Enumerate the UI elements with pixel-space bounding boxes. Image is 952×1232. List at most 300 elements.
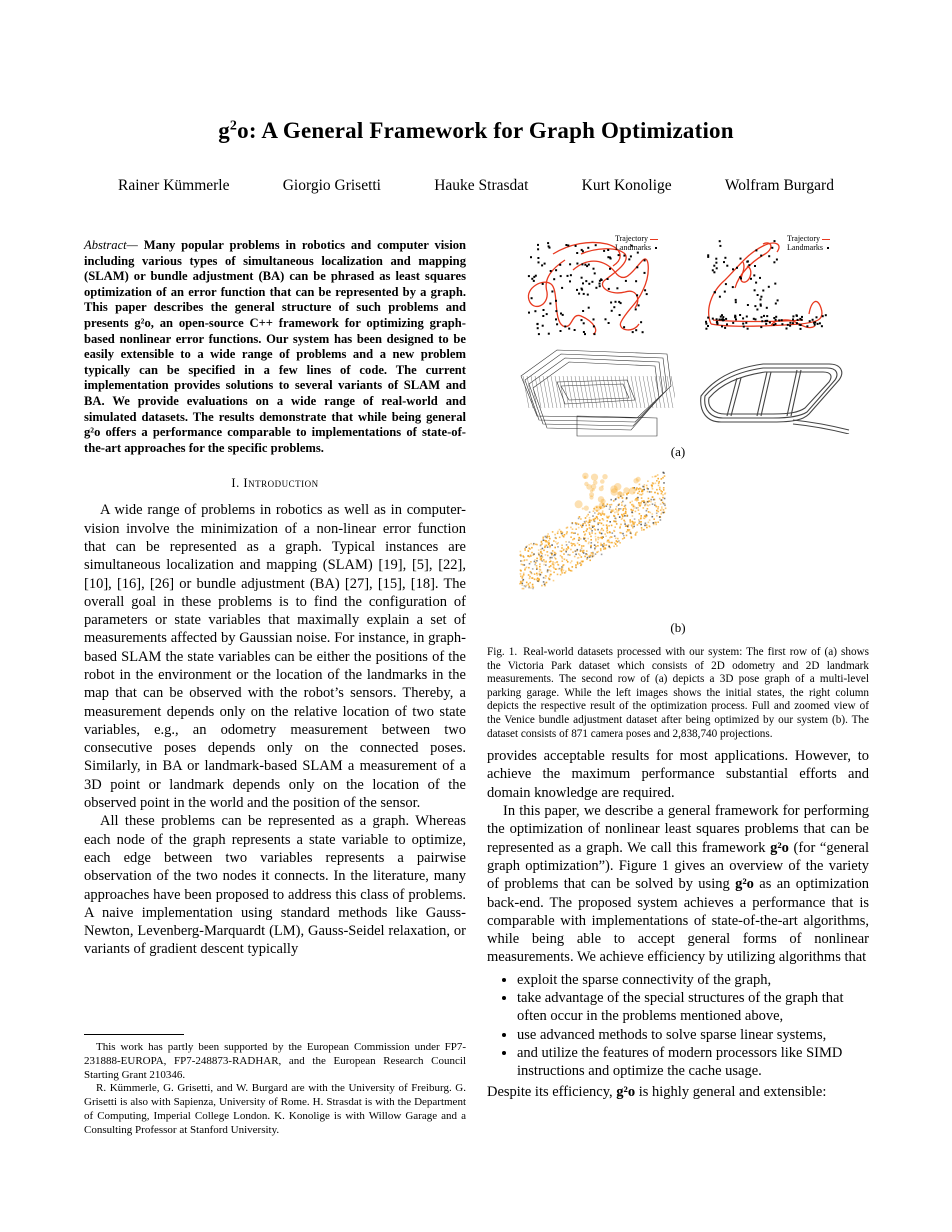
landmark-point [719,245,721,247]
venice-point [632,521,634,523]
landmark-point [594,333,596,335]
landmark-point [613,306,615,308]
landmark-point [560,275,562,277]
venice-point [526,582,528,584]
venice-point [561,551,563,553]
venice-point [531,552,533,554]
landmark-point [774,240,776,242]
venice-point [660,503,662,505]
venice-point [520,554,522,556]
venice-point [619,516,621,518]
venice-point [533,544,535,546]
landmark-point [607,249,609,251]
venice-point [652,496,654,498]
footnote-funding: This work has partly been supported by the European Commission under FP7-231888-EUROPA, FP7-248873-RADHAR, and the European Research Council Starting Grant 210346. [84,1041,466,1081]
landmark-point [712,269,714,271]
landmark-point [528,275,530,277]
venice-point [544,540,546,542]
venice-point [553,566,555,568]
venice-point [623,513,625,515]
venice-point [609,508,611,510]
landmark-point [739,314,741,316]
venice-point [522,584,524,586]
landmark-point [725,283,727,285]
landmark-point [560,313,562,315]
feature-list [487,971,869,1081]
venice-point [554,562,556,564]
venice-point [662,497,664,499]
landmark-point [642,331,644,333]
venice-point [548,542,550,544]
venice-point [598,539,600,541]
venice-point [600,550,602,552]
venice-point [586,530,588,532]
landmark-point [635,329,637,331]
venice-point [572,528,574,530]
venice-point [584,556,586,558]
venice-point [543,564,545,566]
venice-point [611,488,618,495]
venice-point [614,530,616,532]
landmark-point [581,319,583,321]
footnote-rule [84,1034,184,1035]
venice-point [663,487,665,489]
venice-point [652,516,654,518]
venice-point [558,564,560,566]
venice-point [571,543,573,545]
venice-point [637,499,639,501]
landmark-point [581,249,583,251]
landmark-point [588,283,590,285]
landmark-point [570,274,572,276]
venice-point [540,549,542,551]
subfigure-label-a: (a) [670,444,686,459]
venice-point [574,556,576,558]
landmark-point [762,290,764,292]
landmark-point [646,293,648,295]
venice-point [608,516,610,518]
venice-point [590,536,592,538]
venice-point [613,546,615,548]
venice-point [599,513,601,515]
venice-point [595,553,597,555]
venice-point [630,532,632,534]
venice-point [631,525,633,527]
landmark-point [555,300,557,302]
landmark-point [618,254,620,256]
landmark-point [796,322,798,324]
landmark-point [760,255,762,257]
venice-point [529,582,531,584]
venice-point [535,544,537,546]
landmark-point [735,301,737,303]
landmark-point [531,278,533,280]
venice-ba-plot [513,464,673,592]
venice-point [646,485,648,487]
venice-point [645,501,648,504]
venice-point [536,560,538,562]
venice-point [561,568,563,570]
venice-point [559,529,561,531]
landmark-point [761,316,763,318]
landmark-point [797,319,799,321]
right-paragraph-1: provides acceptable results for most applications. However, to achieve the maximum performance substantial efforts and domain knowledge are required. [487,748,869,801]
venice-point [646,524,648,526]
landmark-point [740,258,742,260]
venice-point [570,527,572,529]
venice-point [556,543,558,545]
landmark-point [792,319,794,321]
venice-point [653,518,655,520]
venice-point [549,566,551,568]
venice-point [544,561,546,563]
landmark-point [766,320,768,322]
landmark-point [814,324,816,326]
venice-point [534,573,536,575]
venice-point [625,511,627,513]
venice-point [599,537,601,539]
venice-point [591,552,593,554]
landmark-point [538,261,540,263]
venice-point [548,536,550,538]
venice-point [537,578,539,580]
venice-point [548,540,550,542]
venice-point [575,551,577,553]
venice-point [624,520,626,522]
venice-point [603,547,605,549]
venice-point [652,503,654,505]
venice-point [665,508,667,510]
venice-point [521,560,523,562]
venice-point [613,515,615,517]
landmark-point [555,318,557,320]
venice-point [595,518,597,520]
list-item: • take advantage of the special structures of the graph that often occur in the problems mentioned above, [517,989,869,1026]
landmark-point [576,289,578,291]
landmark-point [747,328,749,330]
venice-point [659,489,661,491]
venice-point [603,543,605,545]
venice-point [529,578,531,580]
venice-point [622,533,624,535]
landmark-point [748,264,750,266]
venice-point [584,522,586,524]
venice-point [549,538,551,540]
venice-point [592,515,594,517]
venice-point [622,514,624,516]
venice-point [536,567,538,569]
venice-point [662,494,664,496]
landmark-point [775,303,777,305]
venice-point [549,545,551,547]
landmark-point [576,263,578,265]
landmark-point [747,304,749,306]
landmark-point [724,291,726,293]
landmark-point [595,287,597,289]
venice-point [601,544,603,546]
landmark-point [537,257,539,259]
venice-point [520,576,522,578]
venice-point [570,549,572,551]
venice-point [650,501,652,503]
landmark-point [773,261,775,263]
venice-point [639,513,641,515]
venice-point [583,538,585,540]
landmark-point [719,240,721,242]
venice-point [597,529,599,531]
venice-point [621,502,623,504]
landmark-point [607,256,609,258]
venice-point [577,543,579,545]
landmark-point [713,271,715,273]
venice-point [625,525,627,527]
landmark-point [745,322,747,324]
landmark-point [611,310,613,312]
venice-point [557,533,559,535]
landmark-point [740,278,742,280]
venice-point [523,588,525,590]
landmark-point [822,315,824,317]
venice-point [577,534,579,536]
venice-point [545,561,547,563]
landmark-point [771,247,773,249]
landmark-point [599,285,601,287]
landmark-point [565,244,567,246]
venice-point [594,521,596,523]
venice-point [547,555,549,557]
landmark-point [717,323,719,325]
venice-point [613,520,615,522]
footnotes [84,1034,466,1138]
venice-point [619,527,621,529]
venice-point [571,532,573,534]
venice-point [640,518,642,520]
landmark-point [825,314,827,316]
venice-point [543,550,545,552]
venice-point [530,543,532,545]
venice-point [598,551,600,553]
venice-point [647,488,649,490]
landmark-point [574,329,576,331]
landmark-point [768,286,770,288]
venice-point [590,520,592,522]
venice-point [602,474,607,479]
venice-point [587,514,589,516]
venice-point [525,546,527,548]
venice-point [620,508,622,510]
landmark-point [628,258,630,260]
venice-point [611,536,613,538]
landmark-point [635,308,637,310]
venice-point [664,505,666,507]
venice-point [529,576,531,578]
venice-point [625,505,627,507]
landmark-point [586,265,588,267]
venice-point [582,508,584,510]
landmark-point [724,257,726,259]
venice-point [581,526,583,528]
landmark-point [608,322,610,324]
venice-point [651,491,653,493]
venice-point [578,553,580,555]
venice-point [597,542,599,544]
landmark-point [801,316,803,318]
landmark-point [766,315,768,317]
venice-point [582,550,584,552]
venice-point [658,506,660,508]
venice-point [618,504,620,506]
venice-point [639,484,641,486]
venice-point [568,569,570,571]
venice-point [554,534,556,536]
venice-point [615,518,617,520]
landmark-point [734,316,736,318]
venice-point [631,510,633,512]
venice-point [641,527,643,529]
venice-point [610,506,612,508]
venice-point [643,500,645,502]
venice-point [597,537,599,539]
venice-point [626,497,628,499]
venice-point [607,529,609,531]
venice-point [551,557,553,559]
venice-point [643,507,645,509]
venice-point [552,531,554,533]
landmark-point [547,242,549,244]
venice-point [572,543,574,545]
author: Hauke Strasdat [434,177,529,194]
landmark-point [533,280,535,282]
venice-point [654,502,656,504]
venice-point [553,564,555,566]
venice-point [606,505,608,507]
landmark-point [750,278,752,280]
venice-point [656,480,658,482]
venice-point [648,501,650,503]
landmark-point [756,309,758,311]
landmark-point [607,278,609,280]
venice-point [589,511,591,513]
landmark-point [583,322,585,324]
venice-point [656,506,658,508]
venice-point [641,491,643,493]
parking-garage-optimized-plot [693,350,851,434]
venice-point [557,546,559,548]
landmark-point [616,287,618,289]
venice-point [594,548,596,550]
venice-point [524,548,526,550]
landmark-point [765,323,767,325]
landmark-point [760,299,762,301]
venice-point [661,506,663,508]
venice-point [629,529,631,531]
venice-point [649,519,651,521]
landmark-point [581,277,583,279]
graph-edge [671,376,675,408]
landmark-point [538,333,540,335]
venice-point [534,559,536,561]
landmark-point [766,307,768,309]
venice-point [659,516,661,518]
venice-point [649,526,651,528]
landmark-point [778,319,780,321]
legend-victoria-optimized: Trajectory Landmarks [787,234,830,252]
venice-point [544,585,546,587]
venice-point [627,525,629,527]
landmark-point [638,304,640,306]
venice-point [611,504,613,506]
venice-point [632,515,634,517]
landmark-point [763,315,765,317]
landmark-point [630,255,632,257]
venice-point [563,549,565,551]
venice-point [623,487,629,493]
venice-point [632,523,634,525]
landmark-point [588,307,590,309]
venice-point [581,545,583,547]
paper-title: $g^2o$: A General Framework for Graph Optimization [218,118,734,143]
landmark-point [559,264,561,266]
venice-point [570,562,572,564]
venice-point [595,540,597,542]
venice-point [638,519,640,521]
venice-point [604,514,606,516]
venice-point [583,552,585,554]
venice-point [571,545,573,547]
venice-point [624,523,626,525]
venice-point [542,560,544,562]
venice-point [557,574,559,576]
venice-point [531,573,533,575]
landmark-point [789,322,791,324]
author: Wolfram Burgard [724,177,834,194]
venice-point [562,558,564,560]
venice-point [565,541,567,543]
landmark-point [773,317,775,319]
venice-point [585,540,587,542]
venice-point [543,577,545,579]
venice-point [625,513,627,515]
venice-point [561,556,563,558]
venice-point [533,587,535,589]
venice-point [520,582,522,584]
venice-point [543,559,545,561]
venice-point [657,521,659,523]
venice-point [601,533,603,535]
landmark-point [719,319,721,321]
venice-point [648,505,650,507]
landmark-point [775,316,777,318]
venice-point [615,521,617,523]
venice-point [524,564,526,566]
venice-point [541,555,543,557]
landmark-point [575,245,577,247]
venice-point [584,476,587,479]
venice-point [532,577,534,579]
venice-point [561,547,563,549]
venice-point [582,525,584,527]
venice-point [581,547,583,549]
venice-point [658,481,660,483]
venice-point [584,534,586,536]
venice-point [591,484,597,490]
landmark-point [595,244,597,246]
venice-point [541,585,543,587]
landmark-point [610,258,612,260]
venice-point [636,500,638,502]
venice-point [652,476,654,478]
landmark-point [644,289,646,291]
